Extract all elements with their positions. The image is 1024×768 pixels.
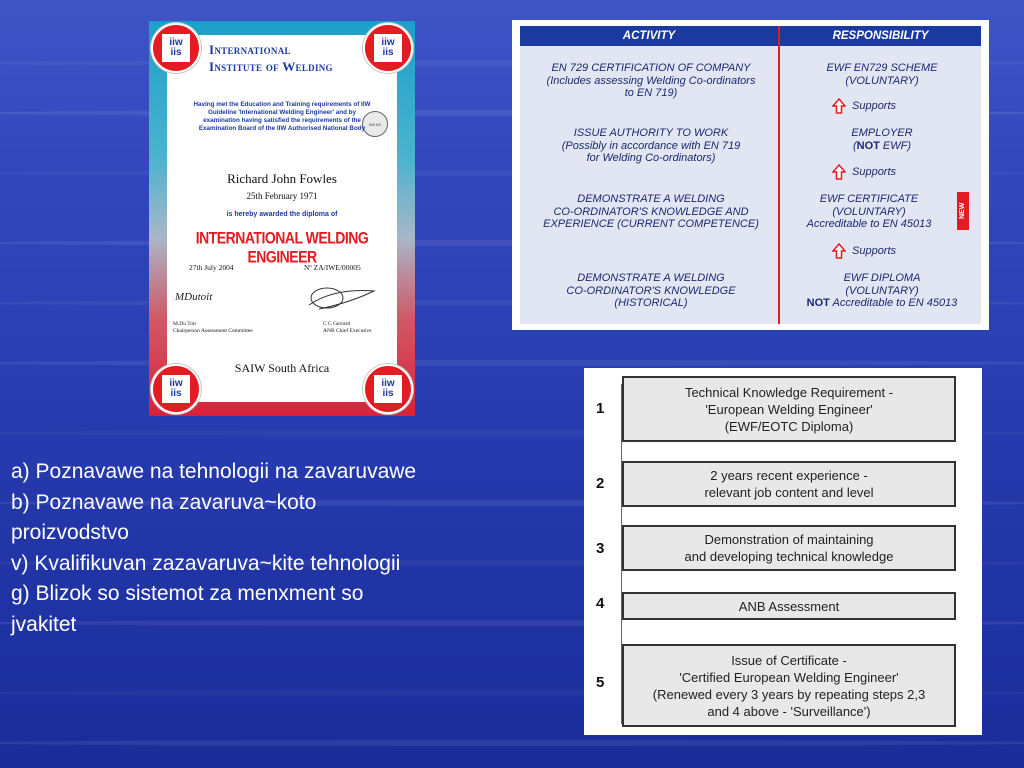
new-badge: NEW <box>957 192 969 230</box>
activity-cell: DEMONSTRATE A WELDING CO-ORDINATOR'S KNOWLEDGE (HISTORICAL) <box>566 272 736 309</box>
certificate-body-text: Having met the Education and Training requirements of IIW Guideline 'International Welding Engineer' and by examination having satisfied the requirements of the Examination Board of the IIW Authorised National Body <box>193 101 371 132</box>
step-box: ANB Assessment <box>622 592 956 620</box>
point-g-line1: g) Blizok so sistemot za menxment so <box>11 582 364 605</box>
activity-cell: DEMONSTRATE A WELDING CO-ORDINATOR'S KNOWLEDGE AND EXPERIENCE (CURRENT COMPETENCE) <box>543 193 759 230</box>
point-v: v) Kvalifikuvan zazavaruva~kite tehnologii <box>11 551 401 575</box>
step-box: Issue of Certificate - 'Certified European Welding Engineer' (Renewed every 3 years by repeating steps 2,3 and 4 above - 'Surveillance') <box>622 644 956 727</box>
process-flow-diagram <box>584 368 982 735</box>
certificate-title: International Institute of Welding <box>209 42 333 74</box>
step-number: 2 <box>596 475 605 492</box>
point-b-line1: b) Poznavawe na zavaruva~koto <box>11 490 317 514</box>
up-arrow-icon <box>832 164 846 180</box>
activity-responsibility-table <box>512 20 989 330</box>
column-divider <box>778 26 780 324</box>
point-a: a) Poznavawe na tehnologii na zavaruvawe <box>11 460 417 483</box>
certificate-issuer: SAIW South Africa <box>234 361 330 375</box>
certificate-recipient-name: Richard John Fowles <box>227 171 337 186</box>
signature-right <box>299 283 379 313</box>
supports-label: Supports <box>832 164 896 180</box>
signature-left: MDutoit <box>175 291 213 303</box>
responsibility-cell: EWF EN729 SCHEME (VOLUNTARY) <box>826 62 938 87</box>
up-arrow-icon <box>832 98 846 114</box>
activity-cell: EN 729 CERTIFICATION OF COMPANY (Includes assessing Welding Co-ordinators to EN 719) <box>546 62 756 99</box>
responsibility-cell: EWF CERTIFICATE (VOLUNTARY) Accreditable to EN 45013 <box>806 193 932 230</box>
certificate-number: Nº ZA/IWE/00005 <box>304 263 361 272</box>
up-arrow-icon <box>832 243 846 259</box>
certificate-image <box>149 21 415 416</box>
iiw-seal-logo: iiw iis <box>151 364 201 414</box>
step-number: 3 <box>596 540 605 557</box>
anb-executive-block: C C Gerrard ANB Chief Executive <box>323 321 372 334</box>
certificate-paper <box>167 35 397 402</box>
header-activity: ACTIVITY <box>520 26 778 46</box>
iiw-seal-logo: iiw iis <box>363 364 413 414</box>
step-box: 2 years recent experience - relevant job content and level <box>622 461 956 507</box>
certificate-award-text: is hereby awarded the diploma of <box>226 211 338 218</box>
chairperson-block: M.Du Toit Chairperson Assessment Committee <box>173 321 253 334</box>
supports-label: Supports <box>832 98 896 114</box>
step-number: 5 <box>596 674 605 691</box>
header-responsibility: RESPONSIBILITY <box>780 26 981 46</box>
step-box: Technical Knowledge Requirement - 'European Welding Engineer' (EWF/EOTC Diploma) <box>622 376 956 442</box>
point-b-line2: proizvodstvo <box>11 521 129 544</box>
certificate-birth-date: 25th February 1971 <box>246 191 318 201</box>
step-number: 1 <box>596 400 605 417</box>
iiw-seal-logo: iiw iis <box>151 23 201 73</box>
certificate-diploma-title: INTERNATIONAL WELDING ENGINEER <box>195 227 369 267</box>
supports-label: Supports <box>832 243 896 259</box>
responsibility-cell: EWF DIPLOMA (VOLUNTARY) NOT Accreditable to EN 45013 <box>806 272 958 309</box>
step-box: Demonstration of maintaining and developing technical knowledge <box>622 525 956 571</box>
certificate-issue-date: 27th July 2004 <box>189 263 234 272</box>
iiw-seal-logo: iiw iis <box>363 23 413 73</box>
responsibility-cell: EMPLOYER (NOT EWF) <box>851 127 913 152</box>
activity-cell: ISSUE AUTHORITY TO WORK (Possibly in accordance with EN 719 for Welding Co-ordinators) <box>561 127 741 164</box>
certificate-emblem: IIW IIS <box>362 111 388 137</box>
slide-bullet-text <box>11 457 521 640</box>
point-g-line2: jvakitet <box>11 612 77 636</box>
step-number: 4 <box>596 595 605 612</box>
